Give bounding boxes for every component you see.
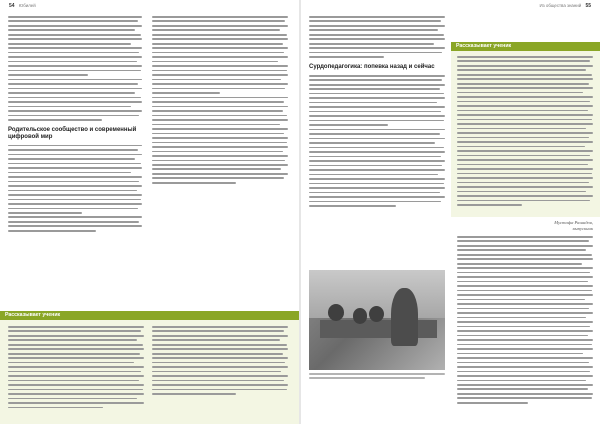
left-column-2 — [152, 16, 288, 184]
paragraph — [309, 75, 445, 207]
right-sidebar-text — [457, 56, 593, 206]
sidebar-signature — [457, 220, 593, 231]
right-sidebar-title: Рассказывает ученик — [451, 42, 600, 51]
left-sidebar-column-1 — [8, 326, 144, 408]
article-photo — [309, 270, 445, 370]
paragraph — [152, 326, 288, 395]
signature-name: Мустафа Рашидов, — [554, 220, 593, 225]
right-column-1 — [309, 16, 445, 207]
paragraph — [309, 16, 445, 58]
left-section-heading: Родительское сообщество и современный цифровой мир — [8, 126, 137, 140]
left-sidebar-column-2 — [152, 326, 288, 395]
left-running-head — [6, 3, 36, 11]
right-page — [301, 0, 600, 424]
left-sidebar-title: Рассказывает ученик — [0, 311, 299, 320]
signature-role: выпускник — [572, 225, 593, 231]
right-page-number: 55 — [585, 3, 591, 9]
right-running-head — [539, 3, 594, 11]
paragraph — [8, 326, 144, 408]
paragraph — [8, 145, 142, 232]
left-page — [0, 0, 299, 424]
left-running-head-title: Юбилей — [18, 3, 36, 8]
paragraph — [8, 16, 142, 121]
left-page-number: 54 — [9, 3, 15, 9]
paragraph — [457, 236, 593, 404]
paragraph — [152, 16, 288, 184]
right-section-heading: Сурдопедагогика: попевка назад и сейчас — [309, 63, 435, 70]
right-column-2 — [457, 236, 593, 404]
paragraph — [457, 56, 593, 206]
left-column-1 — [8, 16, 142, 232]
right-running-head-title: Из общества знаний — [539, 3, 582, 8]
photo-caption — [309, 373, 445, 379]
